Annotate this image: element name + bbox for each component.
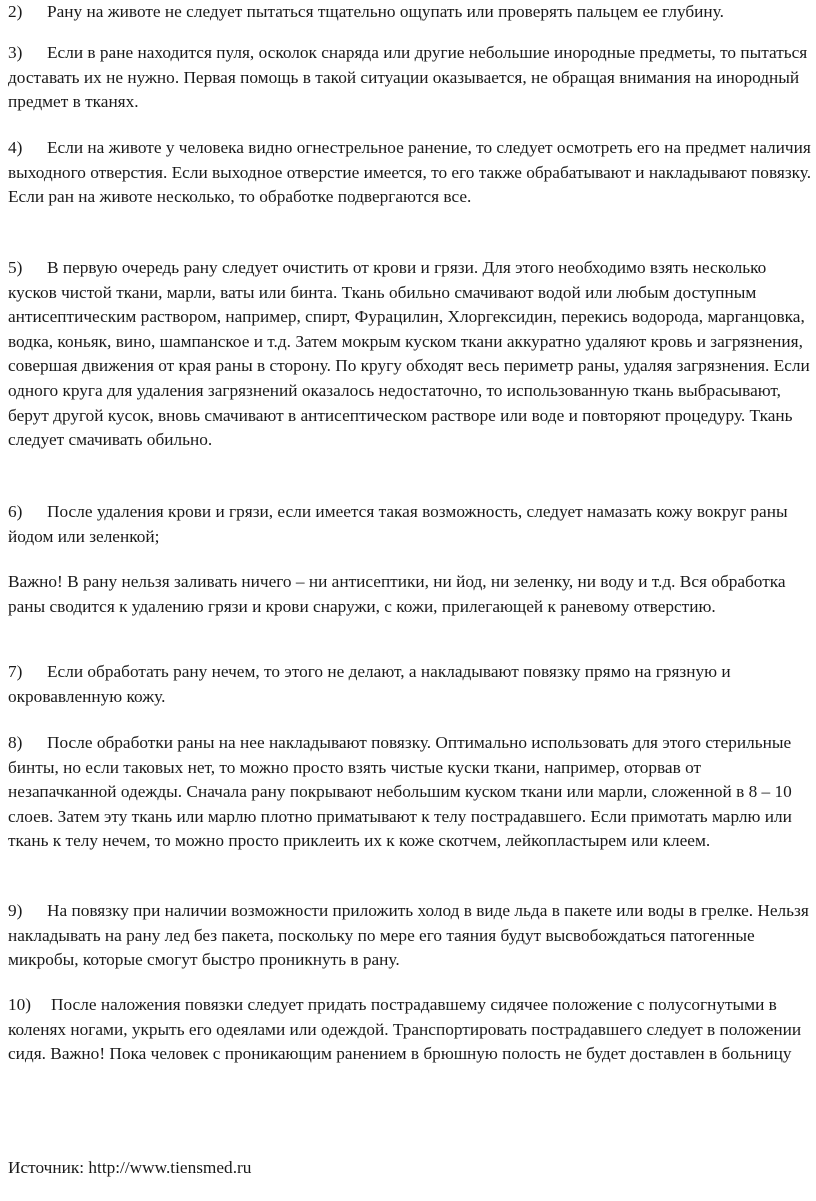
paragraph-text: На повязку при наличии возможности приложить холод в виде льда в пакете или воды в грелке. Нельзя накладывать на рану лед без пакета, поскольку по мере его таяния будут высвобождаться патогенные микробы, которые смогут быстро проникнуть в рану. bbox=[8, 901, 809, 970]
paragraph-number: 9) bbox=[8, 901, 23, 920]
paragraph-text: Если в ране находится пуля, осколок снаряда или другие небольшие инородные предметы, то пытаться доставать их не нужно. Первая помощь в такой ситуации оказывается, не обращая внимания на инородный предмет в тканях. bbox=[8, 43, 808, 112]
paragraph-text: Важно! В рану нельзя заливать ничего – ни антисептики, ни йод, ни зеленку, ни воду и т.д. Вся обработка раны сводится к удалению грязи и крови снаружи, с кожи, прилегающей к раневому отверстию. bbox=[8, 572, 786, 616]
paragraph-number: 7) bbox=[8, 662, 23, 681]
paragraph-6 bbox=[8, 500, 813, 549]
paragraph-text: После наложения повязки следует придать пострадавшему сидячее положение с полусогнутыми в коленях ногами, укрыть его одеялами или одеждой. Транспортировать пострадавшего следует в положении сидя. Важно! Пока человек с проникающим ранением в брюшную полость не будет доставлен в больницу bbox=[8, 995, 802, 1064]
paragraph-number: 10) bbox=[8, 995, 32, 1014]
important-note bbox=[8, 570, 813, 619]
paragraph-3 bbox=[8, 41, 813, 115]
paragraph-number: 4) bbox=[8, 138, 23, 157]
paragraph-number: 3) bbox=[8, 43, 23, 62]
paragraph-text: Рану на животе не следует пытаться тщательно ощупать или проверять пальцем ее глубину. bbox=[47, 2, 724, 21]
source-line bbox=[8, 1156, 813, 1181]
paragraph-10 bbox=[8, 993, 813, 1067]
paragraph-9 bbox=[8, 899, 813, 973]
paragraph-2 bbox=[8, 0, 813, 25]
paragraph-text: Если на животе у человека видно огнестрельное ранение, то следует осмотреть его на предмет наличия выходного отверстия. Если выходное отверстие имеется, то его также обрабатывают и накладывают повязку. Если ран на животе несколько, то обработке подвергаются все. bbox=[8, 138, 812, 207]
paragraph-5 bbox=[8, 256, 813, 453]
paragraph-text: Если обработать рану нечем, то этого не делают, а накладывают повязку прямо на грязную и окровавленную кожу. bbox=[8, 662, 731, 706]
paragraph-text: После удаления крови и грязи, если имеется такая возможность, следует намазать кожу вокруг раны йодом или зеленкой; bbox=[8, 502, 788, 546]
paragraph-4 bbox=[8, 136, 813, 210]
paragraph-number: 8) bbox=[8, 733, 23, 752]
paragraph-number: 5) bbox=[8, 258, 23, 277]
paragraph-7 bbox=[8, 660, 813, 709]
source-text: Источник: http://www.tiensmed.ru bbox=[8, 1158, 252, 1177]
paragraph-number: 2) bbox=[8, 2, 23, 21]
paragraph-8 bbox=[8, 731, 813, 854]
paragraph-number: 6) bbox=[8, 502, 23, 521]
paragraph-text: После обработки раны на нее накладывают повязку. Оптимально использовать для этого стерильные бинты, но если таковых нет, то можно просто взять чистые куски ткани, например, оторвав от незапачканной одежды. Сначала рану покрывают небольшим куском ткани или марли, сложенной в 8 – 10 слоев. Затем эту ткань или марлю плотно приматывают к телу пострадавшего. Если примотать марлю или ткань к телу нечем, то можно просто приклеить их к коже скотчем, лейкопластырем или клеем. bbox=[8, 733, 792, 851]
paragraph-text: В первую очередь рану следует очистить от крови и грязи. Для этого необходимо взять несколько кусков чистой ткани, марли, ваты или бинта. Ткань обильно смачивают водой или любым доступным антисептическим раствором, например, спирт, Фурацилин, Хлоргексидин, перекись водорода, марганцовка, водка, коньяк, вино, шампанское и т.д. Затем мокрым куском ткани аккуратно удаляют кровь и загрязнения, совершая движения от края раны в сторону. По кругу обходят весь периметр раны, удаляя загрязнения. Если одного круга для удаления загрязнений оказалось недостаточно, то использованную ткань выбрасывают, берут другой кусок, вновь смачивают в антисептическом растворе или воде и повторяют процедуру. Ткань следует смачивать обильно. bbox=[8, 258, 810, 450]
